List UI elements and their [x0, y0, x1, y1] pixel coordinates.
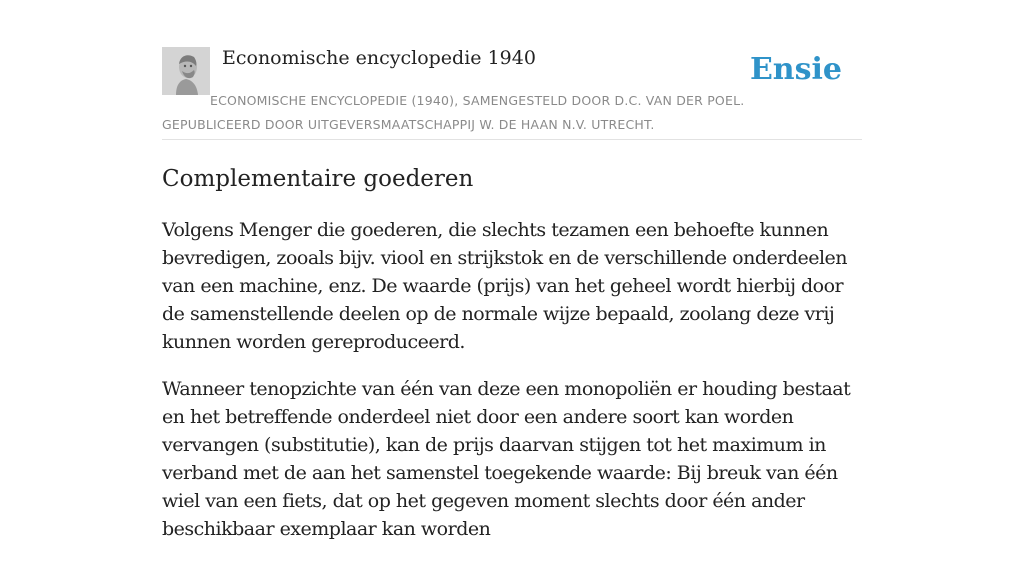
author-portrait	[162, 47, 210, 95]
ensie-logo[interactable]: Ensie	[749, 52, 842, 87]
source-metadata	[162, 89, 862, 137]
metadata-line-compiled: ECONOMISCHE ENCYCLOPEDIE (1940), SAMENGESTELD DOOR D.C. VAN DER POEL.	[210, 93, 745, 108]
header-divider	[162, 139, 862, 140]
entry-paragraph: Wanneer tenopzichte van één van deze een monopoliën er houding bestaat en het betreffende onderdeel niet door een andere soort kan worden vervangen (substitutie), kan de prijs daarvan stijgen tot het maximum in verband met de aan het samenstel toegekende waarde: Bij breuk van één wiel van een fiets, dat op het gegeven moment slechts door één ander beschikbaar exemplaar kan worden	[162, 378, 851, 540]
entry-title: Complementaire goederen	[162, 166, 474, 192]
metadata-line-published: GEPUBLICEERD DOOR UITGEVERSMAATSCHAPPIJ W. DE HAAN N.V. UTRECHT.	[162, 117, 655, 132]
entry-paragraph: Volgens Menger die goederen, die slechts tezamen een behoefte kunnen bevredigen, zooals bijv. viool en strijkstok en de verschillende onderdeelen van een machine, enz. De waarde (prijs) van het geheel wordt hierbij door de samenstellende deelen op de normale wijze bepaald, zoolang deze vrij kunnen worden gereproduceerd.	[162, 219, 848, 353]
portrait-image	[162, 47, 210, 95]
entry-content	[162, 216, 862, 562]
source-title[interactable]: Economische encyclopedie 1940	[222, 47, 536, 69]
